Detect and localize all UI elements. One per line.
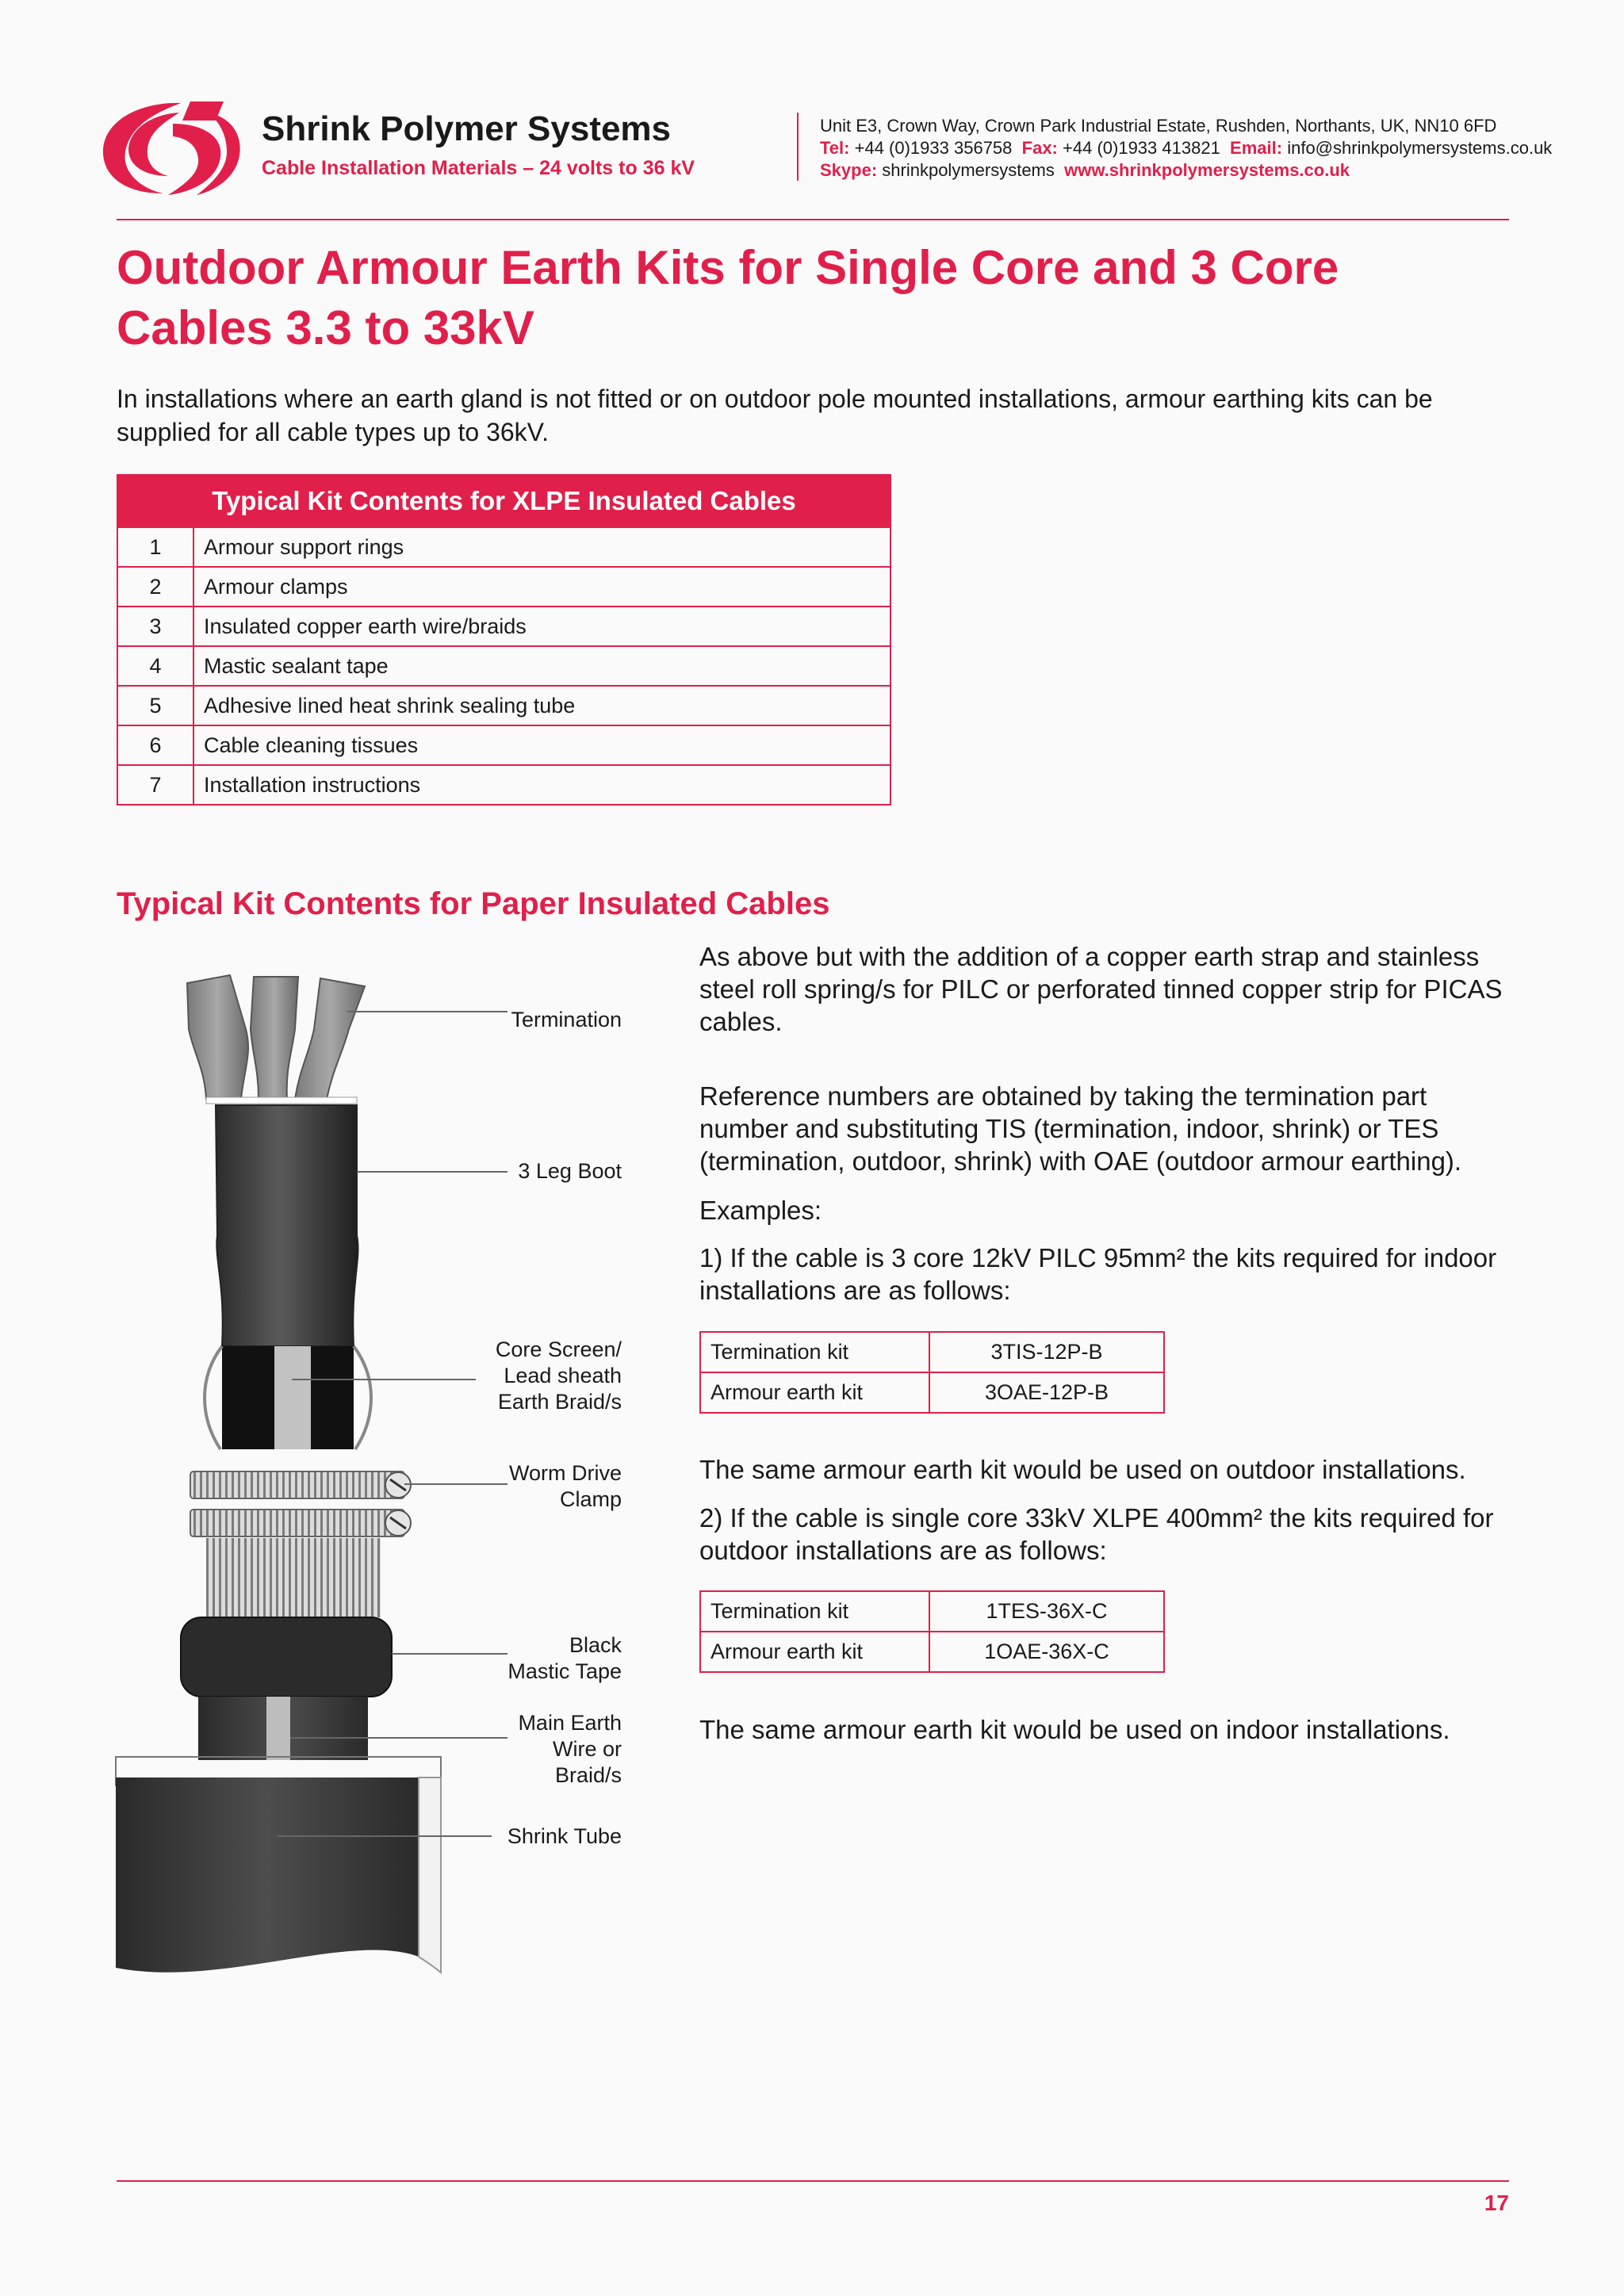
black-mastic-tape bbox=[181, 1617, 392, 1697]
paper-kit-paragraph: As above but with the addition of a copper earth strap and stainless steel roll spring/s for PILC or perforated tinned copper strip for PICAS cables. bbox=[699, 942, 1503, 1036]
kit-code: 3OAE-12P-B bbox=[929, 1372, 1164, 1413]
label-shrink-tube: Shrink Tube bbox=[507, 1824, 622, 1848]
email-label: Email: bbox=[1230, 138, 1283, 158]
website-link[interactable]: www.shrinkpolymersystems.co.uk bbox=[1064, 160, 1350, 180]
label-line: Clamp bbox=[559, 1487, 622, 1511]
row-number: 5 bbox=[117, 686, 193, 725]
skype-label: Skype: bbox=[820, 160, 878, 180]
row-number: 1 bbox=[117, 527, 193, 567]
table-row bbox=[700, 1332, 1164, 1372]
table-row bbox=[117, 646, 891, 686]
table-row bbox=[117, 607, 891, 646]
sps-logo-icon bbox=[97, 97, 246, 197]
kit-type: Armour earth kit bbox=[700, 1372, 929, 1413]
label-termination: Termination bbox=[511, 1008, 622, 1031]
label-line: Core Screen/ bbox=[495, 1337, 622, 1361]
skype-web-line bbox=[820, 160, 1350, 181]
company-tagline: Cable Installation Materials – 24 volts to 36 kV bbox=[262, 157, 695, 179]
table-row bbox=[700, 1632, 1164, 1672]
example-2-text: 2) If the cable is single core 33kV XLPE 400mm² the kits required for outdoor installations are as follows: bbox=[699, 1503, 1494, 1565]
label-main-earth-wire bbox=[518, 1710, 622, 1789]
row-number: 2 bbox=[117, 567, 193, 607]
kit-type: Termination kit bbox=[700, 1332, 929, 1372]
row-item: Cable cleaning tissues bbox=[193, 725, 891, 765]
row-item: Insulated copper earth wire/braids bbox=[193, 607, 891, 646]
row-item: Armour clamps bbox=[193, 567, 891, 607]
armour-wires bbox=[206, 1538, 381, 1617]
header-divider bbox=[797, 113, 799, 181]
label-line: Braid/s bbox=[554, 1763, 622, 1787]
tel-value: +44 (0)1933 356758 bbox=[854, 138, 1013, 158]
label-line: Worm Drive bbox=[508, 1461, 622, 1485]
row-number: 6 bbox=[117, 725, 193, 765]
title-line-1: Outdoor Armour Earth Kits for Single Core and 3 Core bbox=[117, 241, 1339, 294]
row-item: Adhesive lined heat shrink sealing tube bbox=[193, 686, 891, 725]
note-2: The same armour earth kit would be used on indoor installations. bbox=[699, 1715, 1450, 1744]
table-row bbox=[117, 765, 891, 805]
address-line: Unit E3, Crown Way, Crown Park Industrial Estate, Rushden, Northants, UK, NN10 6FD bbox=[820, 116, 1497, 136]
label-three-leg-boot: 3 Leg Boot bbox=[518, 1159, 622, 1183]
kit-type: Termination kit bbox=[700, 1591, 929, 1632]
intro-paragraph: In installations where an earth gland is not fitted or on outdoor pole mounted installations, armour earthing kits can be supplied for all cable types up to 36kV. bbox=[117, 385, 1433, 446]
paper-section-heading: Typical Kit Contents for Paper Insulated Cables bbox=[117, 886, 830, 921]
reference-paragraph: Reference numbers are obtained by taking the termination part number and substituting TIS (termination, indoor, shrink) or TES (termination, outdoor, shrink) with OAE (outdoor armour earthing). bbox=[699, 1081, 1462, 1176]
label-line: Wire or bbox=[553, 1737, 622, 1761]
shrink-tube bbox=[116, 1777, 419, 1973]
table-row bbox=[117, 567, 891, 607]
three-leg-boot bbox=[216, 1105, 358, 1346]
termination-legs bbox=[187, 975, 365, 1099]
fax-value: +44 (0)1933 413821 bbox=[1063, 138, 1220, 158]
title-line-2: Cables 3.3 to 33kV bbox=[117, 301, 534, 354]
tel-label: Tel: bbox=[820, 138, 850, 158]
row-item: Armour support rings bbox=[193, 527, 891, 567]
table-row bbox=[700, 1372, 1164, 1413]
row-number: 7 bbox=[117, 765, 193, 805]
main-earth-wire bbox=[266, 1697, 290, 1760]
kit-code: 3TIS-12P-B bbox=[929, 1332, 1164, 1372]
header-rule bbox=[117, 219, 1509, 220]
worm-drive-clamps bbox=[190, 1471, 411, 1536]
page-number: 17 bbox=[1484, 2191, 1509, 2215]
xlpe-table-header: Typical Kit Contents for XLPE Insulated Cables bbox=[117, 475, 891, 527]
label-line: Earth Braid/s bbox=[497, 1390, 622, 1414]
page-title bbox=[117, 238, 1544, 358]
table-row bbox=[117, 725, 891, 765]
footer-rule bbox=[117, 2180, 1509, 2182]
example-1-text: 1) If the cable is 3 core 12kV PILC 95mm² the kits required for indoor installations are as follows: bbox=[699, 1243, 1497, 1305]
examples-label: Examples: bbox=[699, 1196, 822, 1225]
label-line: Lead sheath bbox=[504, 1364, 622, 1387]
fax-label: Fax: bbox=[1021, 138, 1058, 158]
label-worm-drive-clamp bbox=[509, 1460, 622, 1513]
email-value[interactable]: info@shrinkpolymersystems.co.uk bbox=[1287, 138, 1553, 158]
note-1: The same armour earth kit would be used on outdoor installations. bbox=[699, 1455, 1466, 1484]
kit-type: Armour earth kit bbox=[700, 1632, 929, 1672]
kit-code: 1OAE-36X-C bbox=[929, 1632, 1164, 1672]
example-2-table bbox=[699, 1590, 1165, 1673]
table-row bbox=[700, 1591, 1164, 1632]
company-name: Shrink Polymer Systems bbox=[262, 109, 672, 148]
label-line: Black bbox=[569, 1633, 622, 1657]
label-line: Main Earth bbox=[518, 1711, 622, 1735]
xlpe-kit-table bbox=[117, 474, 891, 806]
skype-value: shrinkpolymersystems bbox=[882, 160, 1055, 180]
row-item: Installation instructions bbox=[193, 765, 891, 805]
kit-code: 1TES-36X-C bbox=[929, 1591, 1164, 1632]
label-core-screen bbox=[496, 1337, 622, 1415]
row-number: 4 bbox=[117, 646, 193, 686]
table-row bbox=[117, 686, 891, 725]
row-item: Mastic sealant tape bbox=[193, 646, 891, 686]
label-black-mastic-tape bbox=[508, 1632, 622, 1685]
row-number: 3 bbox=[117, 607, 193, 646]
label-line: Mastic Tape bbox=[508, 1659, 622, 1683]
phone-fax-email-line bbox=[820, 138, 1552, 159]
example-1-table bbox=[699, 1331, 1165, 1414]
table-row bbox=[117, 527, 891, 567]
